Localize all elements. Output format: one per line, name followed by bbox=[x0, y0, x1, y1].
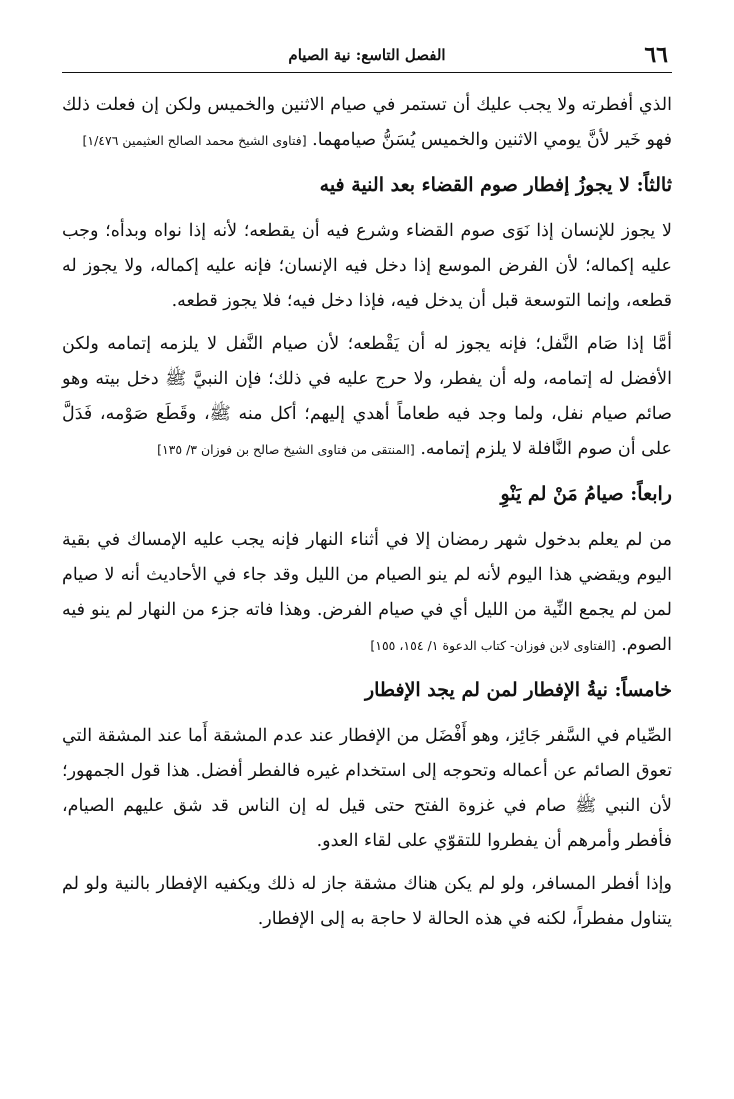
paragraph-5: الصِّيام في السَّفر جَائِز، وهو أَفْضَل من الإفطار عند عدم المشقة أَما عند المشقة التي تعوق الصائم عن أعماله وتحوجه إلى استخدام غيره فالفطر أفضل. هذا قول الجمهور؛ لأن النبي ﷺ صام في غزوة الفتح حتى قيل له إن الناس قد شق عليهم الصيام، فأفطر وأمرهم أن يفطروا للتقوّي على لقاء العدو. bbox=[62, 726, 672, 851]
citation-4: [الفتاوى لابن فوزان- كتاب الدعوة ١/ ١٥٤، ١٥٥] bbox=[370, 638, 616, 653]
page-body bbox=[62, 88, 672, 945]
citation-3: [المنتقى من فتاوى الشيخ صالح بن فوزان ٣/ ١٣٥] bbox=[157, 442, 415, 457]
paragraph-1 bbox=[62, 88, 672, 158]
paragraph-4-text: من لم يعلم بدخول شهر رمضان إلا في أثناء النهار فإنه يجب عليه الإمساك في بقية اليوم ويقضي هذا اليوم لأنه لم ينو الصيام من الليل وقد جاء في الأحاديث أنه لا صيام لمن لم يجمع النِّية من الليل أي في صيام الفرض. وهذا فاته جزء من النهار لم ينو فيه الصوم. bbox=[62, 530, 672, 655]
section-heading-3: ثالثاً: لا يجوزُ إفطار صوم القضاء بعد النية فيه bbox=[319, 174, 672, 196]
running-title: الفصل التاسع: نية الصيام bbox=[288, 46, 446, 64]
paragraph-4 bbox=[62, 523, 672, 663]
section-heading-4: رابعاً: صيامُ مَنْ لم يَنْوِ bbox=[500, 483, 672, 505]
paragraph-3 bbox=[62, 327, 672, 467]
paragraph-3-text: أمَّا إذا صَام النَّفل؛ فإنه يجوز له أن يَقْطعه؛ لأن صيام النَّفل لا يلزمه إتمامه ولكن الأفضل له إتمامه، وله أن يفطر، ولا حرج عليه في ذلك؛ فإن النبيَّ ﷺ دخل بيته وهو صائم صيام نفل، ولما وجد فيه طعاماً أهدي إليهم؛ أكل منه ﷺ، وقَطَع صَوْمه، فَدَلَّ على أن صوم النَّافلة لا يلزم إتمامه. bbox=[62, 334, 672, 459]
page-number: ٦٦ bbox=[644, 42, 668, 68]
page-header bbox=[62, 40, 672, 73]
paragraph-1-text: الذي أفطرته ولا يجب عليك أن تستمر في صيام الاثنين والخميس ولكن إن فعلت ذلك فهو خَير لأنَّ يومي الاثنين والخميس يُسَنُّ صيامهما. bbox=[62, 95, 672, 150]
section-heading-5: خامساً: نيةُ الإفطار لمن لم يجد الإفطار bbox=[364, 679, 672, 701]
citation-1: [فتاوى الشيخ محمد الصالح العثيمين ١/٤٧٦] bbox=[82, 133, 307, 148]
paragraph-2: لا يجوز للإنسان إذا نَوَى صوم القضاء وشرع فيه أن يقطعه؛ لأنه إذا نواه وبدأه؛ وجب عليه إكماله؛ لأن الفرض الموسع إذا دخل فيه الإنسان؛ فإنه عليه إكماله، ولا يجوز له قطعه، وإنما التوسعة قبل أن يدخل فيه، فإذا دخل فيه؛ فلا يجوز قطعه. bbox=[62, 221, 672, 311]
paragraph-6: وإذا أفطر المسافر، ولو لم يكن هناك مشقة جاز له ذلك ويكفيه الإفطار بالنية ولو لم يتناول مفطراً، لكنه في هذه الحالة لا حاجة به إلى الإفطار. bbox=[62, 874, 672, 929]
